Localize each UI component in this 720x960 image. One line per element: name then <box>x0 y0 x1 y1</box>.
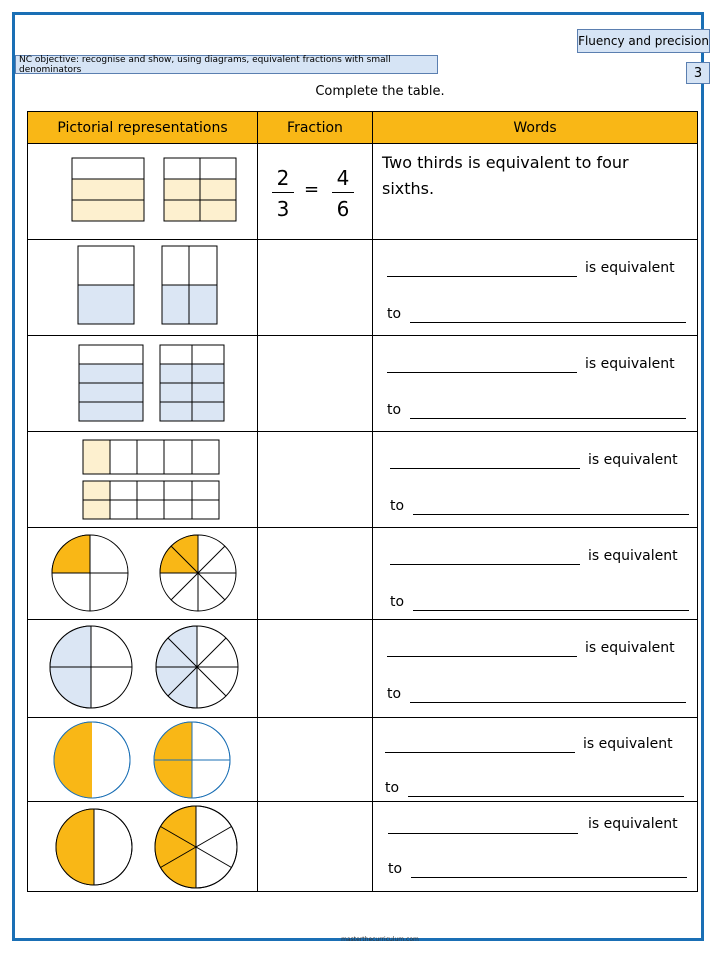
left-fraction-bar <box>272 192 294 193</box>
is-equivalent-text: is equivalent <box>588 548 678 564</box>
fraction-answer-cell[interactable] <box>258 240 373 336</box>
picture-cell <box>28 336 258 432</box>
to-text: to <box>388 861 403 877</box>
answer-line[interactable] <box>411 877 687 878</box>
picture-cell <box>28 240 258 336</box>
quarter-eighths-circle-diagram <box>28 528 257 619</box>
half-sixths-circle-diagram <box>28 802 257 891</box>
answer-line[interactable] <box>410 322 686 323</box>
answer-line[interactable] <box>387 372 577 373</box>
right-denominator: 6 <box>336 197 350 221</box>
words-cell[interactable] <box>373 620 698 718</box>
right-fraction-bar <box>332 192 354 193</box>
answer-line[interactable] <box>390 564 580 565</box>
answer-line[interactable] <box>410 418 686 419</box>
left-denominator: 3 <box>276 197 290 221</box>
quarters-eighths-rect-diagram <box>28 336 257 431</box>
words-cell[interactable] <box>373 802 698 892</box>
picture-cell <box>28 718 258 802</box>
answer-line[interactable] <box>408 796 684 797</box>
footer-site: masterthecurriculum.com <box>341 936 419 943</box>
answer-line[interactable] <box>385 752 575 753</box>
nc-objective: NC objective: recognise and show, using diagrams, equivalent fractions with small denominators <box>15 55 438 74</box>
answer-line[interactable] <box>410 702 686 703</box>
table-row <box>28 240 698 336</box>
table-row <box>28 718 698 802</box>
answer-line[interactable] <box>387 656 577 657</box>
fraction-answer-cell[interactable] <box>258 432 373 528</box>
answer-line[interactable] <box>413 610 689 611</box>
fraction-cell <box>258 144 373 240</box>
answer-line[interactable] <box>390 468 580 469</box>
picture-cell <box>28 432 258 528</box>
header-fraction: Fraction <box>258 112 373 144</box>
page-number: 3 <box>686 62 710 84</box>
table-row <box>28 144 698 240</box>
answer-line[interactable] <box>388 833 578 834</box>
fraction-answer-cell[interactable] <box>258 336 373 432</box>
is-equivalent-text: is equivalent <box>588 816 678 832</box>
table-row <box>28 620 698 718</box>
right-numerator: 4 <box>336 166 350 190</box>
table-row <box>28 336 698 432</box>
picture-cell <box>28 528 258 620</box>
picture-cell <box>28 144 258 240</box>
to-text: to <box>390 594 405 610</box>
instruction: Complete the table. <box>315 84 445 99</box>
is-equivalent-text: is equivalent <box>588 452 678 468</box>
fraction-answer-cell[interactable] <box>258 528 373 620</box>
half-quarters-circle-diagram <box>28 718 257 801</box>
is-equivalent-text: is equivalent <box>585 356 675 372</box>
left-numerator: 2 <box>276 166 290 190</box>
to-text: to <box>390 498 405 514</box>
is-equivalent-text: is equivalent <box>583 736 673 752</box>
answer-line[interactable] <box>413 514 689 515</box>
words-cell <box>373 144 698 240</box>
words-cell[interactable] <box>373 528 698 620</box>
equals-sign: = <box>304 179 320 200</box>
fluency-badge: Fluency and precision <box>577 29 710 53</box>
header-words: Words <box>373 112 698 144</box>
halves-quarters-rect-diagram <box>28 240 257 335</box>
fraction-table <box>27 111 698 892</box>
words-cell[interactable] <box>373 432 698 528</box>
fraction-answer-cell[interactable] <box>258 620 373 718</box>
table-row <box>28 528 698 620</box>
words-cell[interactable] <box>373 336 698 432</box>
example-words: Two thirds is equivalent to four sixths. <box>382 153 629 198</box>
to-text: to <box>387 686 402 702</box>
table-row <box>28 802 698 892</box>
blue-quarters-eighths-circle-diagram <box>28 620 257 717</box>
picture-cell <box>28 802 258 892</box>
table-header-row <box>28 112 698 144</box>
answer-line[interactable] <box>387 276 577 277</box>
to-text: to <box>387 402 402 418</box>
fraction-answer-cell[interactable] <box>258 802 373 892</box>
words-cell[interactable] <box>373 718 698 802</box>
to-text: to <box>387 306 402 322</box>
table-row <box>28 432 698 528</box>
header-pictorial: Pictorial representations <box>28 112 258 144</box>
fraction-answer-cell[interactable] <box>258 718 373 802</box>
thirds-sixths-rect-diagram <box>28 144 257 239</box>
words-cell[interactable] <box>373 240 698 336</box>
to-text: to <box>385 780 400 796</box>
fifths-tenths-strip-diagram <box>28 432 257 527</box>
is-equivalent-text: is equivalent <box>585 260 675 276</box>
picture-cell <box>28 620 258 718</box>
is-equivalent-text: is equivalent <box>585 640 675 656</box>
